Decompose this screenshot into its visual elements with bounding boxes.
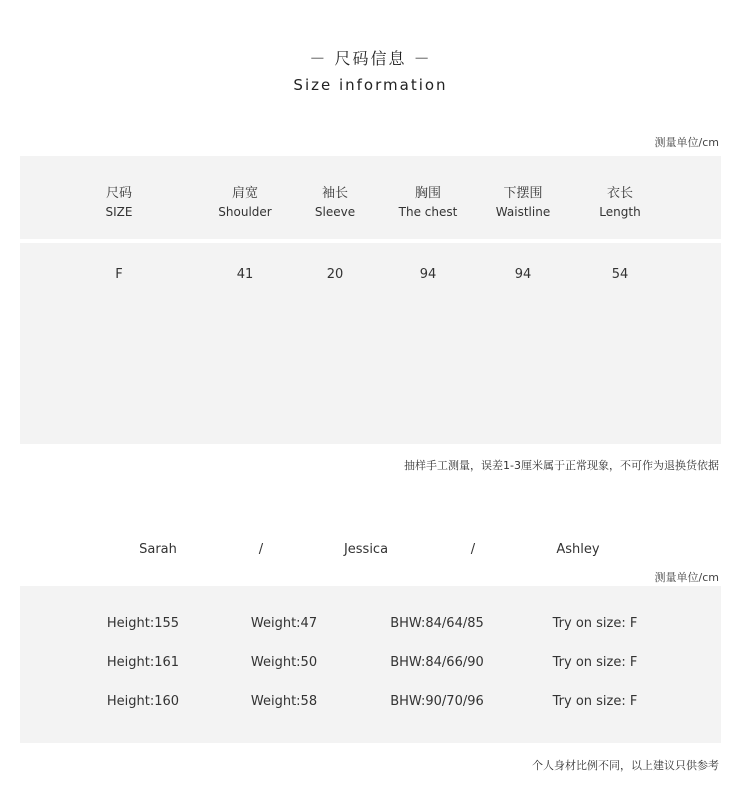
model-separator: / bbox=[258, 542, 264, 557]
col-header-chest-en: The chest bbox=[398, 205, 458, 219]
unit-label-models: 测量单位/cm bbox=[654, 571, 719, 584]
table-cell-length: 54 bbox=[611, 267, 629, 282]
model-try-size: Try on size: F bbox=[552, 655, 638, 670]
model-bhw: BHW:84/64/85 bbox=[390, 616, 484, 631]
size-table-body bbox=[20, 243, 721, 444]
size-table-header bbox=[20, 156, 721, 239]
model-name-ashley: Ashley bbox=[556, 542, 600, 557]
page-title-cn: － 尺码信息 － bbox=[309, 49, 432, 68]
col-header-sleeve-cn: 袖长 bbox=[321, 186, 348, 201]
table-cell-shoulder: 41 bbox=[236, 267, 254, 282]
table-row bbox=[20, 655, 721, 675]
col-header-length-cn: 衣长 bbox=[606, 186, 633, 201]
col-header-length-en: Length bbox=[599, 205, 641, 219]
table-row bbox=[20, 616, 721, 636]
table-cell-size: F bbox=[115, 267, 123, 282]
model-weight: Weight:50 bbox=[250, 655, 318, 670]
measurement-note: 抽样手工测量，误差1-3厘米属于正常现象，不可作为退换货依据 bbox=[404, 459, 719, 472]
model-name-jessica: Jessica bbox=[343, 542, 389, 557]
table-cell-sleeve: 20 bbox=[326, 267, 344, 282]
table-row bbox=[20, 694, 721, 714]
model-weight: Weight:58 bbox=[250, 694, 318, 709]
col-header-chest-cn: 胸围 bbox=[414, 186, 441, 201]
col-header-sleeve-en: Sleeve bbox=[314, 205, 356, 219]
col-header-waistline-en: Waistline bbox=[495, 205, 551, 219]
model-bhw: BHW:84/66/90 bbox=[390, 655, 484, 670]
model-names bbox=[0, 542, 741, 562]
col-header-shoulder-cn: 肩宽 bbox=[231, 186, 258, 201]
model-height: Height:155 bbox=[106, 616, 180, 631]
model-weight: Weight:47 bbox=[250, 616, 318, 631]
table-cell-waistline: 94 bbox=[514, 267, 532, 282]
col-header-size-cn: 尺码 bbox=[105, 186, 132, 201]
model-bhw: BHW:90/70/96 bbox=[390, 694, 484, 709]
model-try-size: Try on size: F bbox=[552, 616, 638, 631]
model-height: Height:161 bbox=[106, 655, 180, 670]
col-header-size-en: SIZE bbox=[105, 205, 133, 219]
unit-label: 测量单位/cm bbox=[654, 136, 719, 149]
page-title-en: Size information bbox=[293, 76, 448, 94]
table-cell-chest: 94 bbox=[419, 267, 437, 282]
model-try-size: Try on size: F bbox=[552, 694, 638, 709]
fit-disclaimer: 个人身材比例不同，以上建议只供参考 bbox=[532, 759, 719, 772]
model-name-sarah: Sarah bbox=[139, 542, 177, 557]
model-table bbox=[20, 586, 721, 743]
col-header-waistline-cn: 下摆围 bbox=[503, 186, 543, 201]
model-separator: / bbox=[470, 542, 476, 557]
model-height: Height:160 bbox=[106, 694, 180, 709]
col-header-shoulder-en: Shoulder bbox=[218, 205, 272, 219]
